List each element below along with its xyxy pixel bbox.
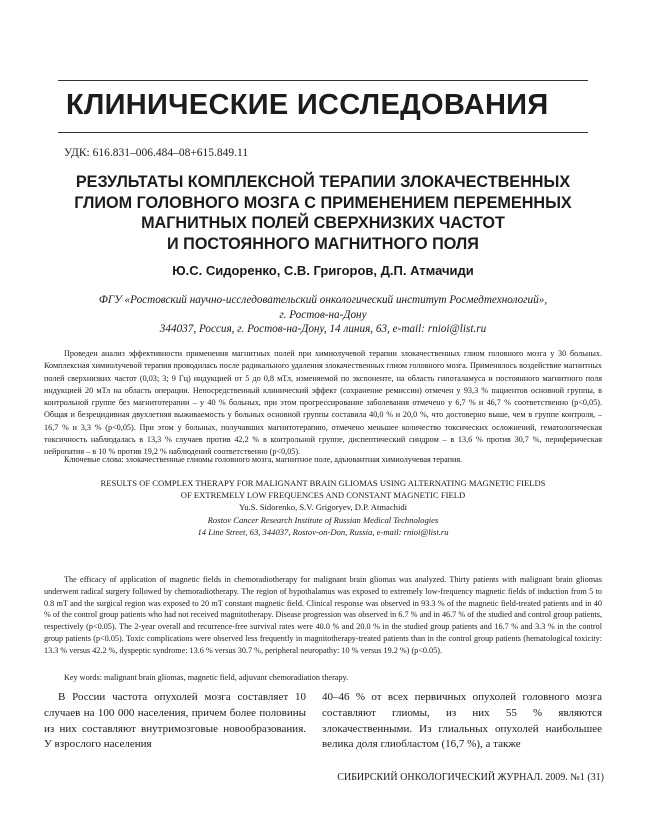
abstract-english: The efficacy of application of magnetic fields in chemoradiotherapy for malignant brain gliomas was analyzed. Thirty patients with malignant brain gliomas underwent radical surgery followed by chemoradiotherapy. The region of hypothalamus was exposed to extremely low-frequency magnetic fields of induction from 5 to 0.8 mT and the surgical region was exposed to 20 mT constant magnetic field. Clinical response was observed in 93.3 % of the magnetic field-treated patients and in 40 % of the control group patients who had not received magnitotherapy. Disease progression was observed in 6.7 % and in 46.7 % of the studied and control group patients, respectively (p<0.05). The 2-year overall and recurrence-free survival rates were 40.0 % and 20.0 % in the studied group patients and 16.7 % and 3.3 % in the control group patients (p<0.05). Toxic complications were observed less frequently in magnitotherapy-treated patients than in the control group patients (hematological toxicity: 13.3 % versus 42.2 %, dyspeptic syndrome: 13.6 % versus 30.7 %, peripheral neuropathy: 10 % versus 19.2 %) (p<0.05). xyxy=(44,575,602,655)
keywords-english: Key words: malignant brain gliomas, magnetic field, adjuvant chemoradiation therapy. xyxy=(64,673,349,682)
abstract-russian: Проведен анализ эффективности применения магнитных полей при химиолучевой терапии злокачественных глиом головного мозга у 30 больных. Комплексная химиолучевой терапия проводилась после радикального удаления злокачественных глиом головного мозга. Применялось воздействие магнитных полей сверхнизких частот (0,03; 3; 9 Гц) индукцией от 5 до 0,8 мТл, изменяемой по экспоненте, на область гипоталамуса и постоянного магнитного поля индукцией 20 мТл на область операции. Непосредственный клинический эффект (сохранение ремиссии) отмечен у 93,3 % пациентов основной группы, в контрольной группе без магнитотерапии – у 40 % больных, при этом прогрессирование заболевания отмечено у 6,7 % и 46,7 % соответственно (р<0,05). Общая и безрецидивная двухлетняя выживаемость у больных основной группы составила 40,0 % и 20,0 %, что достоверно выше, чем в группе контроля, – 16,7 % и 3,3 % (р<0,05). При этом у больных, получавших магнитотерапию, отмечено меньшее количество токсических осложнений, гематологическая токсичность наблюдалась в 13,3 % случаев против 42,2 % в контрольной группе, диспептический синдром – в 13,6 % против 30,7 %, периферическая нейропатия – в 10 % против 19,2 % наблюдений соответственно (р<0,05). xyxy=(44,349,602,457)
section-heading: КЛИНИЧЕСКИЕ ИССЛЕДОВАНИЯ xyxy=(66,89,549,121)
english-affiliation-line: 14 Line Street, 63, 344037, Rostov-on-Don, Russia, e-mail: rnioi@list.ru xyxy=(197,526,449,537)
english-title-line: OF EXTREMELY LOW FREQUENCES AND CONSTANT MAGNETIC FIELD xyxy=(180,490,466,501)
article-title xyxy=(40,172,606,254)
udk-code: УДК: 616.831–006.484–08+615.849.11 xyxy=(64,147,249,159)
body-column-left: В России частота опухолей мозга составляет 10 случаев на 100 000 населения, причем более половины из них составляют внутримозговые новообразования. У взрослого населения xyxy=(44,691,306,751)
authors: Ю.С. Сидоренко, С.В. Григоров, Д.П. Атмачиди xyxy=(172,263,474,278)
affiliation xyxy=(40,293,606,337)
english-authors: Yu.S. Sidorenko, S.V. Grigoryev, D.P. Atmachidi xyxy=(238,502,408,513)
affiliation-line: ФГУ «Ростовский научно-исследовательский онкологический институт Росмедтехнологий», xyxy=(98,294,548,306)
keywords-russian: Ключевые слова: злокачественные глиомы головного мозга, магнитное поле, адъювантная химиолучевая терапия. xyxy=(64,455,463,464)
journal-footer: СИБИРСКИЙ ОНКОЛОГИЧЕСКИЙ ЖУРНАЛ. 2009. №1 (31) xyxy=(337,772,604,783)
english-title-line: RESULTS OF COMPLEX THERAPY FOR MALIGNANT BRAIN GLIOMAS USING ALTERNATING MAGNETIC FIELDS xyxy=(100,478,546,488)
affiliation-line: 344037, Россия, г. Ростов-на-Дону, 14 линия, 63, e-mail: rnioi@list.ru xyxy=(159,323,487,335)
header-rule-top xyxy=(58,80,588,81)
affiliation-line: г. Ростов-на-Дону xyxy=(279,308,367,321)
english-affiliation-line: Rostov Cancer Research Institute of Russian Medical Technologies xyxy=(207,514,439,525)
title-line: И ПОСТОЯННОГО МАГНИТНОГО ПОЛЯ xyxy=(167,234,479,253)
title-line: РЕЗУЛЬТАТЫ КОМПЛЕКСНОЙ ТЕРАПИИ ЗЛОКАЧЕСТВЕННЫХ xyxy=(75,173,571,191)
title-line: ГЛИОМ ГОЛОВНОГО МОЗГА С ПРИМЕНЕНИЕМ ПЕРЕМЕННЫХ xyxy=(74,193,572,212)
english-header xyxy=(30,477,616,538)
body-column-right: 40–46 % от всех первичных опухолей головного мозга составляют глиомы, из них 55 % являются злокачественными. Из глиальных опухолей наибольшее велика доля глиобластом (16,7 %), а также xyxy=(322,691,602,751)
header-rule-bottom xyxy=(58,132,588,133)
title-line: МАГНИТНЫХ ПОЛЕЙ СВЕРХНИЗКИХ ЧАСТОТ xyxy=(141,214,505,232)
